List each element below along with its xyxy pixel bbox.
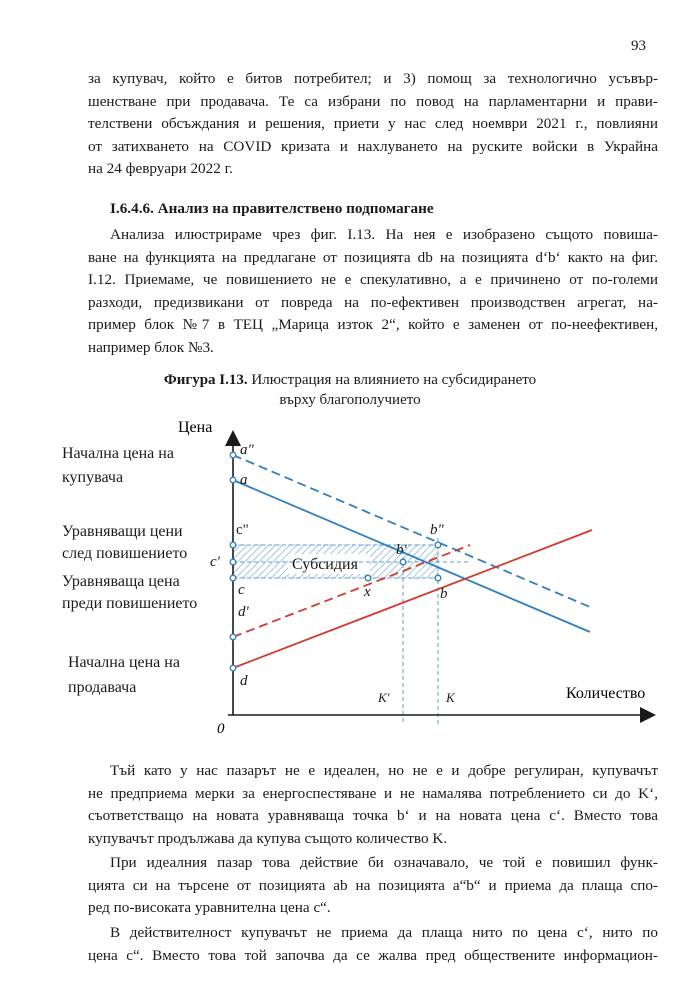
paragraph-buyer [88, 760, 658, 850]
x-axis-label: Количество [566, 685, 646, 702]
seller-price-label-1: Начална цена на [68, 654, 180, 671]
point-b [435, 575, 441, 581]
figure-diagram [0, 410, 700, 740]
eq-after-label-1: Уравняващи цени [62, 523, 183, 540]
text-line: съответстващо на новата уравняваща точка b‘ и на новата цена c‘. Вместо това [88, 807, 658, 825]
caption-number: Фигура I.13. [163, 372, 248, 388]
origin-label: 0 [217, 721, 225, 737]
page-number: 93 [631, 38, 646, 54]
point-a [230, 477, 236, 483]
point-b2 [435, 542, 441, 548]
paragraph-analysis [88, 224, 658, 360]
text-line: цена c“. Вместо това той започва да се жалва пред обществените информацион- [88, 946, 658, 964]
paragraph-reality [88, 922, 658, 967]
point-d1 [230, 634, 236, 640]
buyer-price-label-1: Начална цена на [62, 445, 174, 462]
label-c1: c' [210, 554, 220, 570]
point-c1 [230, 559, 236, 565]
point-a2 [230, 452, 236, 458]
label-a2: a" [240, 442, 254, 458]
label-b: b [440, 586, 448, 602]
eq-before-label-1: Уравняваща цена [62, 573, 180, 590]
subsidy-label: Субсидия [292, 556, 358, 573]
label-d: d [240, 673, 248, 689]
text-line: ред по-високата уравнителна цена c“. [88, 899, 331, 917]
text-line: например блок №3. [88, 338, 214, 356]
text-line: от затихването на COVID кризата и нахлуването на руските войски в Украйна [88, 137, 658, 155]
text-line: на 24 февруари 2022 г. [88, 160, 233, 178]
text-line: купувачът продължава да купува същото количество K. [88, 829, 448, 847]
text-line: пример блок №7 в ТЕЦ „Марица изток 2“, който е заменен от по-неефективен, [88, 316, 658, 334]
eq-before-label-2: преди повишението [62, 595, 198, 612]
seller-price-label-2: продавача [68, 679, 137, 696]
paragraph-intro [88, 68, 658, 181]
section-heading: I.6.4.6. Анализ на правителствено подпомагане [110, 200, 434, 217]
text-line: телствени обсъждания и решения, приети у нас след ноември 2021 г., повлияни [88, 115, 658, 133]
figure-caption [0, 370, 700, 410]
left-labels [62, 445, 197, 696]
demand-line-a2b2 [233, 455, 590, 607]
text-line: шенстване при продавача. Те са избрани по повод на парламентарни и прави- [88, 92, 658, 110]
label-x: x [364, 584, 371, 600]
point-c2 [230, 542, 236, 548]
point-d [230, 665, 236, 671]
label-b1: b' [396, 542, 407, 558]
text-line: При идеалния пазар това действие би означавало, че той е повишил функ- [110, 854, 658, 871]
paragraph-ideal-market [88, 852, 658, 920]
label-K1: K' [378, 690, 390, 705]
point-c [230, 575, 236, 581]
label-c2: c" [236, 522, 249, 538]
label-c: c [238, 582, 245, 598]
caption-line-2: върху благополучието [279, 392, 421, 408]
point-x [365, 575, 371, 581]
label-a: a [240, 472, 248, 488]
point-b1 [400, 559, 406, 565]
text-line: Анализа илюстрираме чрез фиг. I.13. На нея е изобразено същото повиша- [110, 226, 658, 243]
buyer-price-label-2: купувача [62, 469, 124, 486]
label-b2: b" [430, 522, 444, 538]
text-line: не предприема мерки за енергоспестяване и не намалява потреблението си до K‘, [88, 784, 658, 802]
caption-line-1 [0, 370, 700, 390]
text-line: ване на функцията на предлагане от позицията db на позицията d‘b‘ както на фиг. [88, 248, 658, 266]
text-line: Тъй като у нас пазарът не е идеален, но не е и добре регулиран, купувачът [110, 762, 658, 779]
text-line: I.12. Приемаме, че повишението не е спекулативно, а е причинено от по-големи [88, 271, 658, 289]
text-line: В действителност купувачът не приема да плаща нито по цена c‘, нито по [110, 924, 658, 941]
label-d1: d' [238, 604, 249, 620]
text-line: за купувач, който е битов потребител; и 3) помощ за технологично усъвър- [88, 70, 658, 87]
eq-after-label-2: след повишението [62, 545, 188, 562]
label-K: K [446, 690, 455, 705]
caption-title: Илюстрация на влиянието на субсидирането [247, 372, 537, 388]
y-axis-label: Цена [178, 419, 213, 436]
text-line: цията си на търсене от позицията ab на позицията a“b“ и приема да плаща спо- [88, 876, 658, 894]
text-line: разходи, предизвикани от повреда на по-ефективен производствен агрегат, на- [88, 293, 658, 311]
